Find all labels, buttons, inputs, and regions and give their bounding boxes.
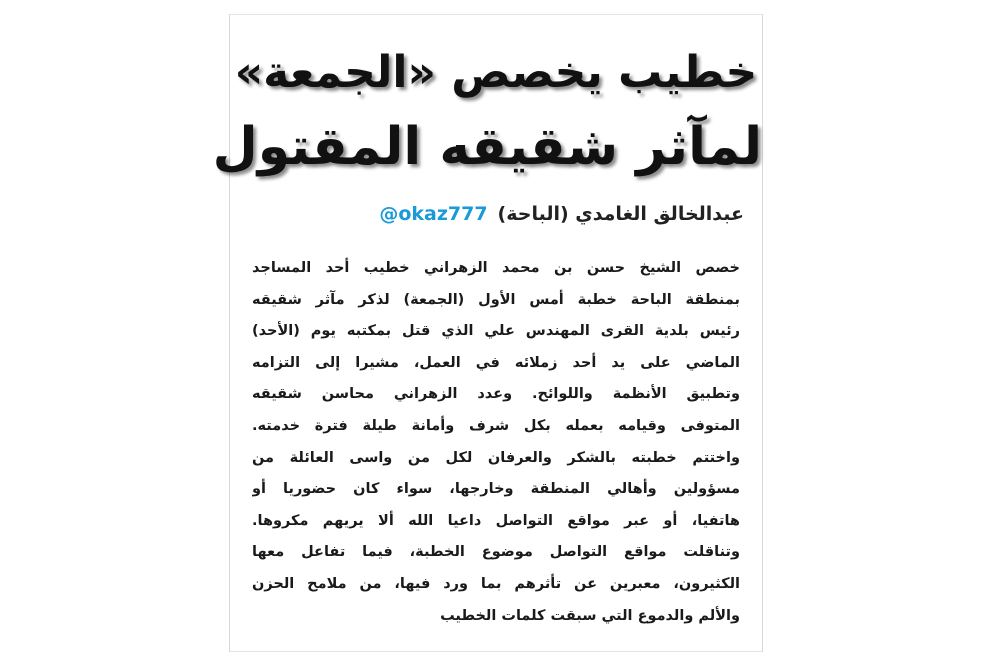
author-name: عبدالخالق الغامدي (الباحة) bbox=[497, 203, 744, 225]
headline-line-1: خطيب يخصص «الجمعة» bbox=[234, 47, 758, 98]
twitter-handle: @okaz777 bbox=[379, 203, 488, 225]
body-line: رئيس بلدية القرى المهندس علي الذي قتل بمكتبه يوم (الأحد) bbox=[252, 323, 740, 340]
headline-line-2: لمآثر شقيقه المقتول bbox=[212, 117, 762, 177]
body-line: مسؤولين وأهالي المنطقة وخارجها، سواء كان حضوريا أو bbox=[252, 481, 740, 498]
body-line: خصص الشيخ حسن بن محمد الزهراني خطيب أحد المساجد bbox=[252, 260, 740, 276]
body-line: بمنطقة الباحة خطبة أمس الأول (الجمعة) لذكر مآثر شقيقه bbox=[252, 291, 740, 308]
newspaper-clipping bbox=[212, 14, 763, 652]
body-line: وتطبيق الأنظمة واللوائح. وعدد الزهراني محاسن شقيقه bbox=[252, 386, 740, 403]
body-line: الكثيرون، معبرين عن تأثرهم بما ورد فيها، من ملامح الحزن bbox=[252, 575, 740, 592]
body-line: الماضي على يد أحد زملائه في العمل، مشيرا إلى التزامه bbox=[252, 354, 740, 371]
body-line: وتناقلت مواقع التواصل موضوع الخطبة، فيما تفاعل معها bbox=[252, 544, 740, 561]
body-line: هاتفيا، أو عبر مواقع التواصل داعيا الله ألا يريهم مكروها. bbox=[252, 512, 740, 529]
article-body bbox=[252, 253, 740, 632]
byline bbox=[248, 199, 744, 229]
body-line: واختتم خطبته بالشكر والعرفان لكل من واسى العائلة من bbox=[252, 449, 740, 466]
body-line: والألم والدموع التي سبقت كلمات الخطيب bbox=[440, 607, 740, 624]
body-line: المتوفى وقيامه بعمله بكل شرف وأمانة طيلة فترة خدمته. bbox=[252, 417, 740, 434]
